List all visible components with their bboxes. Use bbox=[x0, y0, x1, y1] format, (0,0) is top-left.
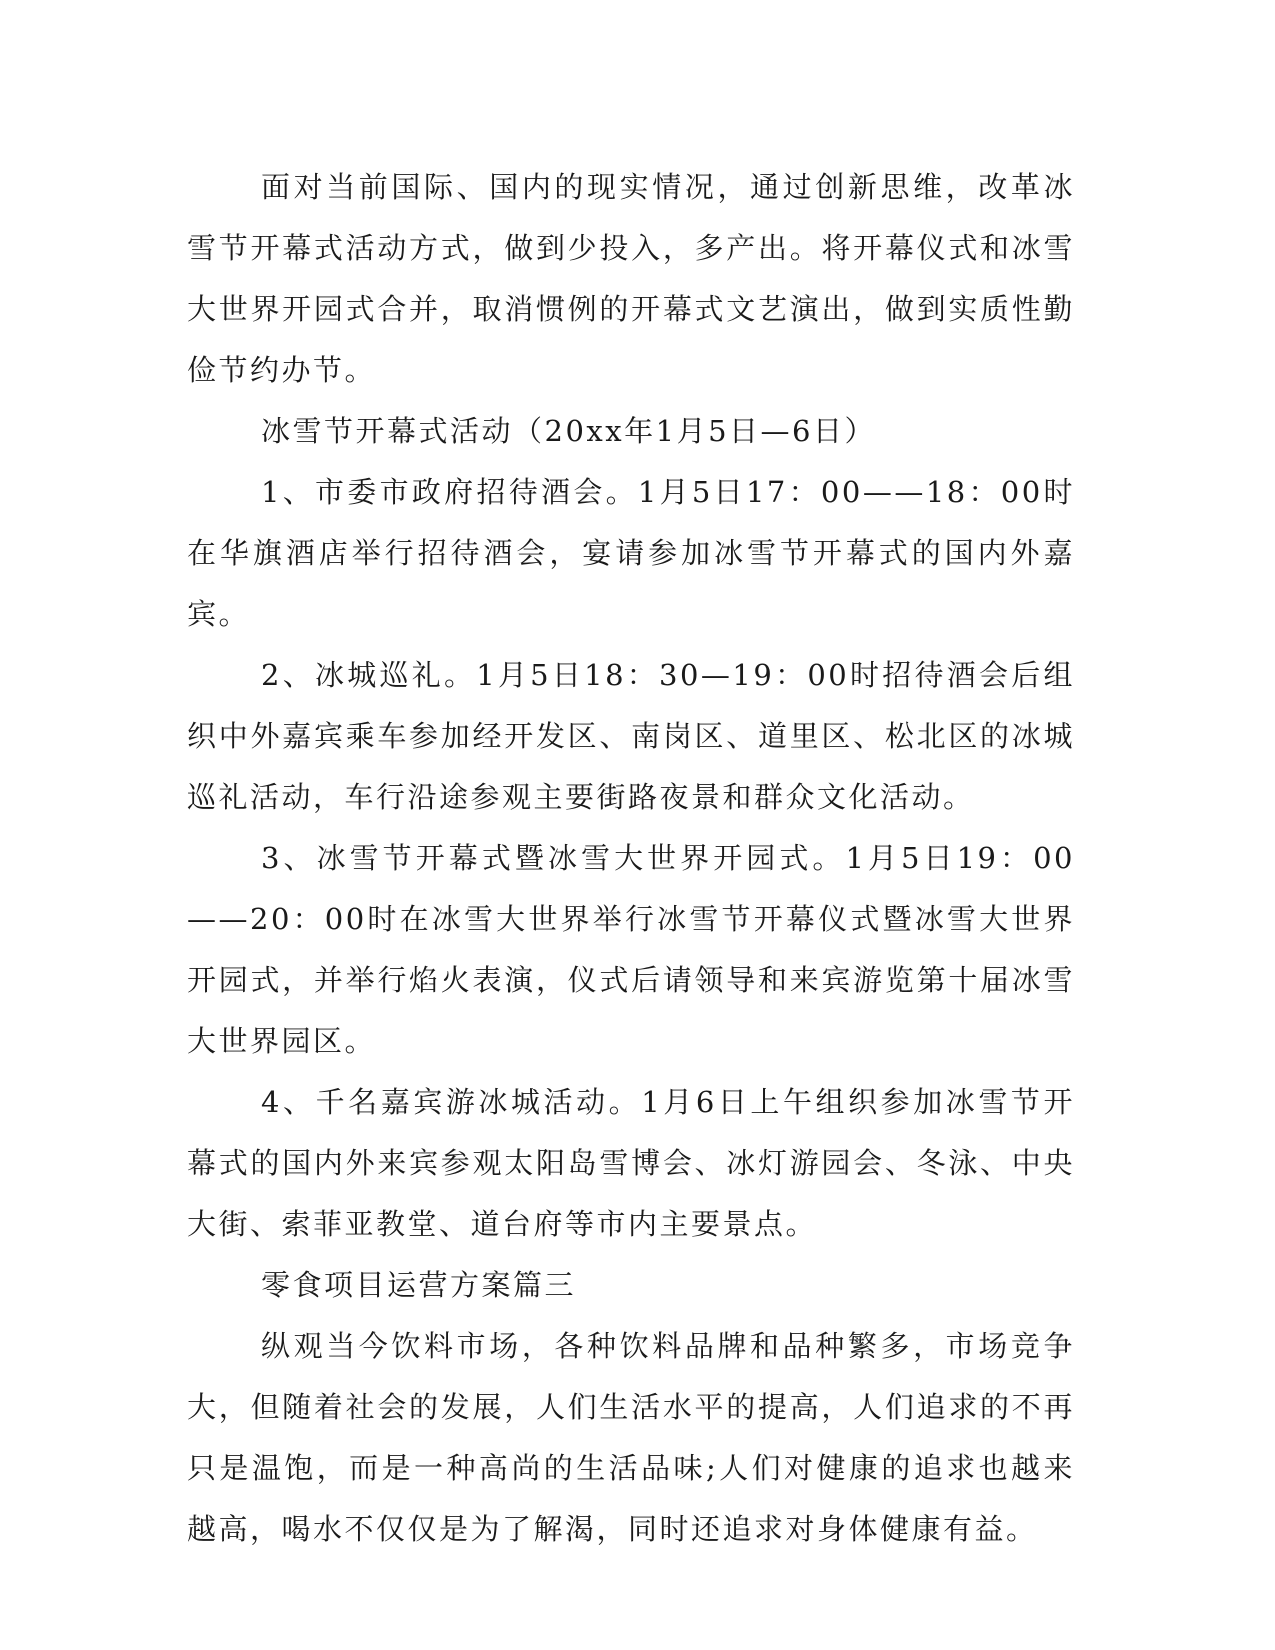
list-item-reception: 1、市委市政府招待酒会。1月5日17：00——18：00时在华旗酒店举行招待酒会，宴请参加冰雪节开幕式的国内外嘉宾。 bbox=[187, 475, 1075, 631]
document-body bbox=[187, 157, 1075, 1560]
section-heading-opening-activities: 冰雪节开幕式活动（20xx年1月5日—6日） bbox=[261, 414, 876, 448]
paragraph-beverage-market: 纵观当今饮料市场，各种饮料品牌和品种繁多，市场竞争大，但随着社会的发展，人们生活水平的提高，人们追求的不再只是温饱，而是一种高尚的生活品味;人们对健康的追求也越来越高，喝水不仅仅是为了解渴，同时还追求对身体健康有益。 bbox=[187, 1329, 1075, 1546]
list-item-city-tour: 2、冰城巡礼。1月5日18：30—19：00时招待酒会后组织中外嘉宾乘车参加经开发区、南岗区、道里区、松北区的冰城巡礼活动，车行沿途参观主要街路夜景和群众文化活动。 bbox=[187, 658, 1075, 814]
list-item-opening-ceremony: 3、冰雪节开幕式暨冰雪大世界开园式。1月5日19：00——20：00时在冰雪大世界举行冰雪节开幕仪式暨冰雪大世界开园式，并举行焰火表演，仪式后请领导和来宾游览第十届冰雪大世界园区。 bbox=[187, 841, 1075, 1058]
paragraph-intro: 面对当前国际、国内的现实情况，通过创新思维，改革冰雪节开幕式活动方式，做到少投入，多产出。将开幕仪式和冰雪大世界开园式合并，取消惯例的开幕式文艺演出，做到实质性勤俭节约办节。 bbox=[187, 170, 1075, 387]
section-heading-part-three: 零食项目运营方案篇三 bbox=[261, 1268, 577, 1302]
list-item-guest-sightseeing: 4、千名嘉宾游冰城活动。1月6日上午组织参加冰雪节开幕式的国内外来宾参观太阳岛雪博会、冰灯游园会、冬泳、中央大街、索菲亚教堂、道台府等市内主要景点。 bbox=[187, 1085, 1075, 1241]
